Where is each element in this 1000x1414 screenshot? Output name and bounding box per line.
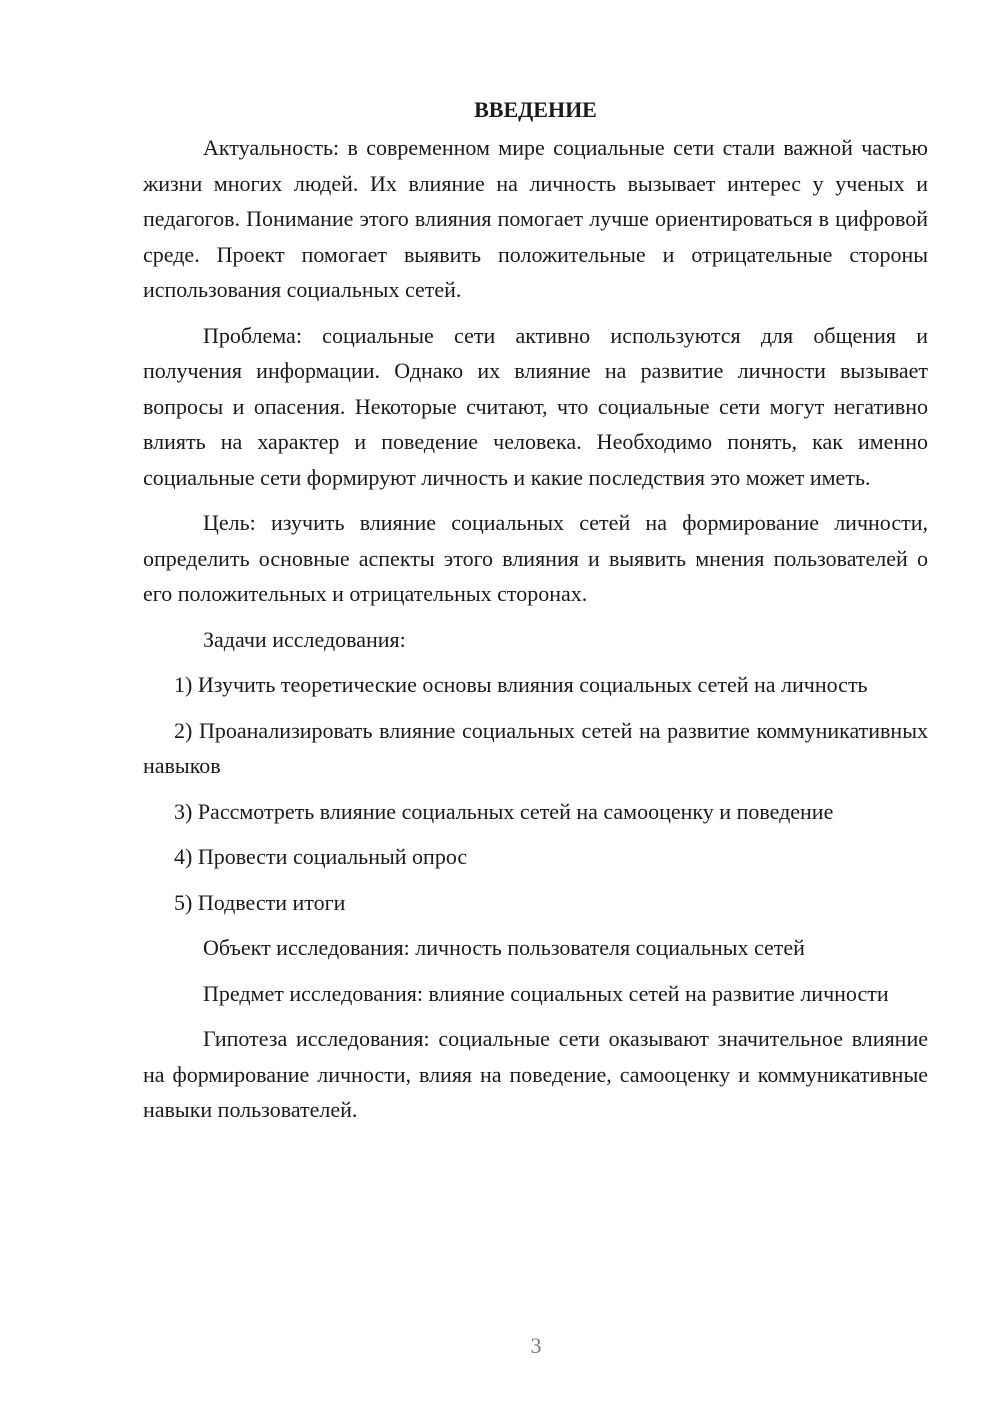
section-title: ВВЕДЕНИЕ — [474, 97, 597, 122]
paragraph-problem: Проблема: социальные сети активно используются для общения и получения информации. Однако их влияние на развитие личности вызывает вопросы и опасения. Некоторые считают, что социальные сети могут негативно влиять на характер и поведение человека. Необходимо понять, как именно социальные сети формируют личность и какие последствия это может иметь. — [143, 322, 928, 490]
page-number: 3 — [530, 1333, 542, 1358]
task-item-5: 5) Подвести итоги — [174, 889, 346, 915]
paragraph-tasks-heading: Задачи исследования: — [203, 626, 406, 652]
paragraph-hypothesis: Гипотеза исследования: социальные сети оказывают значительное влияние на формирование личности, влияя на поведение, самооценку и коммуникативные навыки пользователей. — [143, 1026, 928, 1122]
task-item-1: 1) Изучить теоретические основы влияния социальных сетей на личность — [174, 672, 868, 697]
paragraph-object: Объект исследования: личность пользователя социальных сетей — [203, 935, 805, 960]
task-item-3: 3) Рассмотреть влияние социальных сетей на самооценку и поведение — [174, 798, 834, 824]
task-item-4: 4) Провести социальный опрос — [174, 844, 468, 869]
document-page — [143, 92, 928, 1138]
paragraph-goal: Цель: изучить влияние социальных сетей на формирование личности, определить основные аспекты этого влияния и выявить мнения пользователей о его положительных и отрицательных сторонах. — [143, 510, 928, 606]
task-item-2: 2) Проанализировать влияние социальных сетей на развитие коммуникативных навыков — [143, 717, 928, 778]
paragraph-relevance: Актуальность: в современном мире социальные сети стали важной частью жизни многих людей. Их влияние на личность вызывает интерес у ученых и педагогов. Понимание этого влияния помогает лучше ориентироваться в цифровой среде. Проект помогает выявить положительные и отрицательные стороны использования социальных сетей. — [143, 135, 928, 302]
paragraph-subject: Предмет исследования: влияние социальных сетей на развитие личности — [203, 980, 889, 1006]
